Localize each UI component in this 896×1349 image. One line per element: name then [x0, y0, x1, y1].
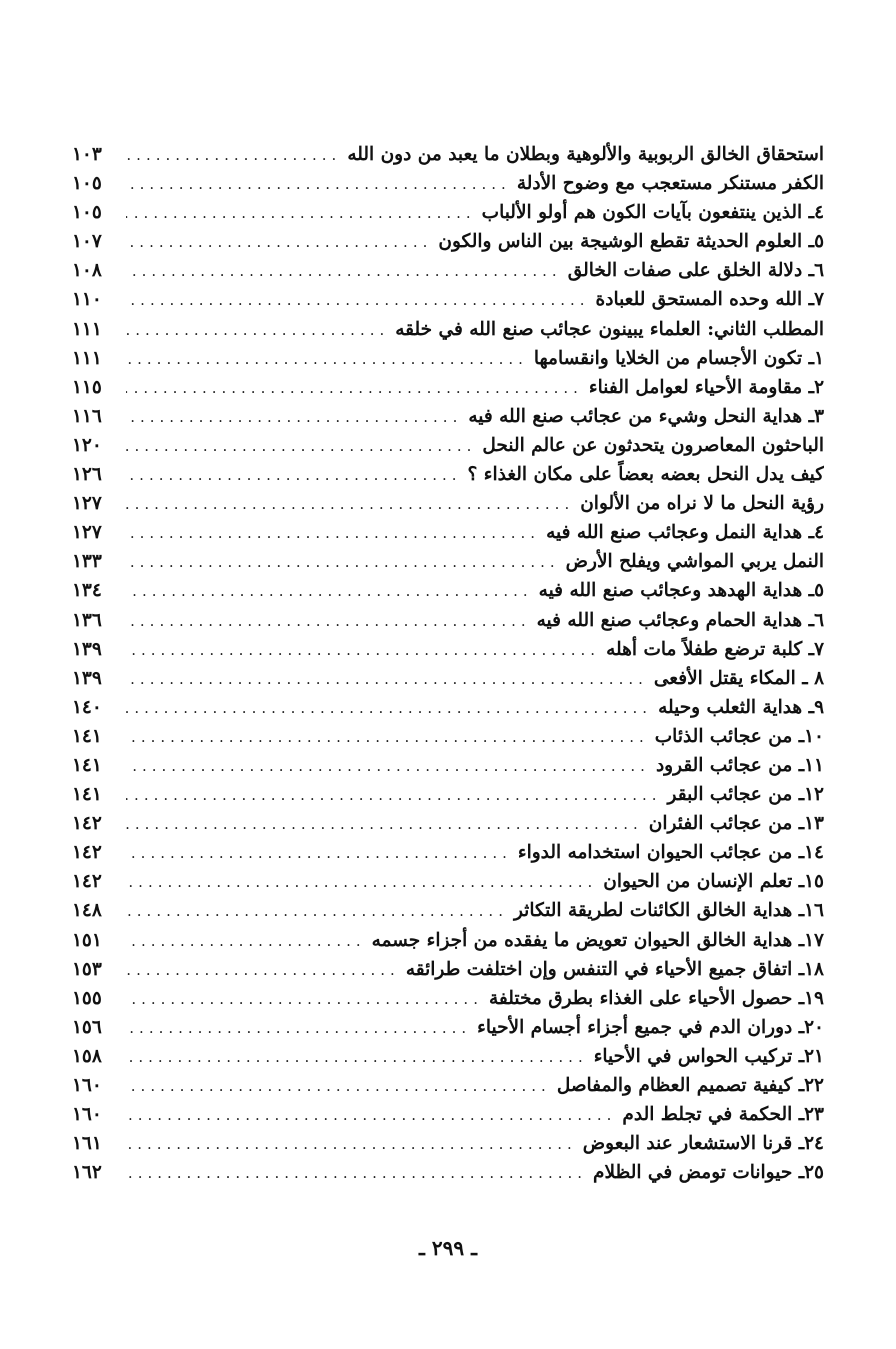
- toc-entry: [72, 635, 824, 664]
- toc-entry: [72, 460, 824, 489]
- toc-entry-title: ١٢ـ من عجائب البقر: [667, 784, 824, 806]
- toc-entry-page: ١٤٨: [72, 900, 102, 922]
- toc-entry: [72, 926, 824, 955]
- toc-entry-page: ١٠٨: [72, 260, 102, 282]
- toc-entry-title: ٢٤ـ قرنا الاستشعار عند البعوض: [582, 1133, 824, 1155]
- toc-entry-page: ١٦١: [72, 1133, 102, 1155]
- toc-dot-leader: [126, 374, 583, 402]
- toc-entry: [72, 1158, 824, 1187]
- toc-entry-page: ١١٠: [72, 289, 102, 311]
- toc-entry-title: ١٧ـ هداية الخالق الحيوان تعويض ما يفقده من أجزاء جسمه: [371, 929, 824, 951]
- toc-entry: [72, 547, 824, 576]
- toc-dot-leader: [126, 257, 562, 285]
- toc-entry-title: رؤية النحل ما لا نراه من الألوان: [580, 493, 824, 515]
- toc-entry-title: ١٨ـ اتفاق جميع الأحياء في التنفس وإن اختلفت طرائقه: [405, 958, 824, 980]
- toc-entry: [72, 315, 824, 344]
- toc-entry: [72, 1071, 824, 1100]
- toc-entry-page: ١٠٥: [72, 173, 102, 195]
- toc-entry-title: ٢ـ مقاومة الأحياء لعوامل الفناء: [588, 376, 824, 398]
- toc-dot-leader: [126, 927, 366, 955]
- toc-entry-title: ٣ـ هداية النحل وشيء من عجائب صنع الله فيه: [468, 405, 824, 427]
- toc-dot-leader: [126, 897, 508, 925]
- toc-entry-title: ١٩ـ حصول الأحياء على الغذاء بطرق مختلفة: [488, 987, 824, 1009]
- toc-entry-title: ٦ـ هداية الحمام وعجائب صنع الله فيه: [536, 609, 824, 631]
- toc-entry-page: ١٣٦: [72, 609, 102, 631]
- toc-entry-page: ١٣٤: [72, 580, 102, 602]
- toc-entry: [72, 664, 824, 693]
- toc-entry-page: ١٤٢: [72, 842, 102, 864]
- toc-entry-page: ١٤٢: [72, 871, 102, 893]
- toc-entry-title: ٤ـ هداية النمل وعجائب صنع الله فيه: [546, 522, 824, 544]
- toc-entry-title: ٤ـ الذين ينتفعون بآيات الكون هم أولو الألباب: [481, 202, 824, 224]
- toc-entry: [72, 576, 824, 605]
- toc-entry-title: استحقاق الخالق الربوبية والألوهية وبطلان ما يعبد من دون الله: [347, 144, 824, 165]
- toc-entry-page: ١٢٦: [72, 464, 102, 486]
- toc-dot-leader: [126, 839, 512, 867]
- toc-dot-leader: [126, 1101, 616, 1129]
- toc-dot-leader: [126, 548, 560, 576]
- toc-dot-leader: [126, 345, 528, 373]
- toc-entry-title: ١ـ تكون الأجسام من الخلايا وانقسامها: [533, 347, 824, 369]
- toc-dot-leader: [126, 956, 400, 984]
- toc-dot-leader: [126, 286, 590, 314]
- toc-entry-page: ١٤١: [72, 725, 102, 747]
- toc-entry-page: ١٠٧: [72, 231, 102, 253]
- toc-entry: [72, 431, 824, 460]
- toc-dot-leader: [126, 141, 341, 169]
- toc-entry: [72, 722, 824, 751]
- toc-entry-page: ١١١: [72, 318, 102, 340]
- toc-entry-title: ٢٥ـ حيوانات تومض في الظلام: [593, 1162, 824, 1184]
- toc-dot-leader: [126, 607, 531, 635]
- toc-entry-title: كيف يدل النحل بعضه بعضاً على مكان الغذاء ؟: [467, 464, 824, 486]
- toc-entry-page: ١٥٨: [72, 1045, 102, 1067]
- toc-dot-leader: [126, 432, 476, 460]
- toc-entry-page: ١٦٠: [72, 1075, 102, 1096]
- toc-entry-page: ١٦٠: [72, 1104, 102, 1126]
- toc-dot-leader: [126, 665, 648, 693]
- toc-entry: [72, 227, 824, 256]
- toc-entry: [72, 606, 824, 635]
- toc-entry-page: ١٥٦: [72, 1016, 102, 1038]
- toc-entry: [72, 198, 824, 227]
- toc-entry-title: ١٤ـ من عجائب الحيوان استخدامه الدواء: [517, 842, 824, 864]
- toc-entry: [72, 867, 824, 896]
- toc-entry-page: ١٣٣: [72, 551, 102, 573]
- toc-entry: [72, 984, 824, 1013]
- toc-dot-leader: [126, 228, 432, 256]
- toc-entry: [72, 402, 824, 431]
- toc-entry: [72, 285, 824, 314]
- toc-entry-title: ٢١ـ تركيب الحواس في الأحياء: [593, 1045, 824, 1067]
- toc-entry: [72, 955, 824, 984]
- toc-entry-page: ١١١: [72, 347, 102, 369]
- toc-entry: [72, 140, 824, 169]
- toc-entry: [72, 169, 824, 198]
- toc-entry: [72, 489, 824, 518]
- toc-dot-leader: [126, 868, 597, 896]
- toc-entry: [72, 809, 824, 838]
- toc-entry-page: ١٤٢: [72, 813, 102, 835]
- toc-dot-leader: [126, 985, 483, 1013]
- toc-entry-page: ١٢٠: [72, 434, 102, 456]
- toc-entry-title: ٧ـ الله وحده المستحق للعبادة: [595, 289, 824, 311]
- toc-dot-leader: [126, 1130, 577, 1158]
- toc-entry-page: ١٦٢: [72, 1162, 102, 1184]
- toc-entry: [72, 751, 824, 780]
- toc-dot-leader: [126, 461, 462, 489]
- toc-entry: [72, 780, 824, 809]
- toc-entry: [72, 256, 824, 285]
- toc-dot-leader: [126, 490, 574, 518]
- toc-entry: [72, 1042, 824, 1071]
- toc-dot-leader: [126, 519, 540, 547]
- toc-entry: [72, 344, 824, 373]
- toc-entry-title: النمل يربي المواشي ويفلح الأرض: [565, 551, 824, 573]
- toc-dot-leader: [126, 577, 533, 605]
- table-of-contents: [72, 140, 824, 1187]
- toc-entry-page: ١٥٣: [72, 958, 102, 980]
- toc-entry-title: ٢٣ـ الحكمة في تجلط الدم: [622, 1104, 824, 1126]
- toc-entry: [72, 518, 824, 547]
- toc-entry-title: ٩ـ هداية الثعلب وحيله: [658, 696, 824, 718]
- toc-entry-title: ١٠ـ من عجائب الذئاب: [654, 725, 824, 747]
- toc-dot-leader: [126, 170, 511, 198]
- toc-entry-page: ١٠٥: [72, 202, 102, 224]
- toc-entry-title: ٢٢ـ كيفية تصميم العظام والمفاصل: [556, 1075, 824, 1096]
- toc-entry-title: ١١ـ من عجائب القرود: [655, 754, 824, 776]
- toc-entry-page: ١٢٧: [72, 493, 102, 515]
- toc-entry-title: ١٥ـ تعلم الإنسان من الحيوان: [603, 871, 824, 893]
- toc-entry-page: ١٣٩: [72, 667, 102, 689]
- toc-entry-title: المطلب الثاني: العلماء يبينون عجائب صنع الله في خلقه: [395, 318, 824, 340]
- page-number: ـ ٢٩٩ ـ: [419, 1236, 477, 1260]
- toc-dot-leader: [126, 723, 649, 751]
- toc-entry-title: ٦ـ دلالة الخلق على صفات الخالق: [567, 260, 824, 282]
- toc-entry-page: ١١٦: [72, 405, 102, 427]
- toc-entry-page: ١٢٧: [72, 522, 102, 544]
- toc-entry-page: ١٥٥: [72, 987, 102, 1009]
- toc-entry-title: ١٣ـ من عجائب الفئران: [648, 813, 824, 835]
- toc-entry-page: ١٣٩: [72, 638, 102, 660]
- toc-dot-leader: [126, 752, 650, 780]
- toc-entry-page: ١٤١: [72, 754, 102, 776]
- toc-dot-leader: [126, 403, 462, 431]
- toc-dot-leader: [126, 781, 662, 809]
- toc-entry-title: ١٦ـ هداية الخالق الكائنات لطريقة التكاثر: [513, 900, 824, 922]
- toc-entry-page: ١٤١: [72, 784, 102, 806]
- toc-entry: [72, 1013, 824, 1042]
- toc-entry-title: ٨ ـ المكاء يقتل الأفعى: [653, 667, 824, 689]
- toc-dot-leader: [126, 199, 476, 227]
- toc-entry-title: ٢٠ـ دوران الدم في جميع أجزاء أجسام الأحياء: [477, 1016, 824, 1038]
- toc-entry-page: ١٤٠: [72, 696, 102, 718]
- toc-entry: [72, 693, 824, 722]
- toc-dot-leader: [126, 694, 652, 722]
- toc-dot-leader: [126, 810, 643, 838]
- toc-dot-leader: [126, 1043, 588, 1071]
- toc-entry-title: ٧ـ كلبة ترضع طفلاً مات أهله: [606, 638, 824, 660]
- toc-entry: [72, 1129, 824, 1158]
- toc-entry-title: ٥ـ هداية الهدهد وعجائب صنع الله فيه: [538, 580, 824, 602]
- toc-entry: [72, 838, 824, 867]
- toc-entry-page: ١٠٣: [72, 144, 102, 165]
- toc-dot-leader: [126, 1014, 471, 1042]
- toc-entry-title: الكفر مستنكر مستعجب مع وضوح الأدلة: [516, 173, 824, 195]
- toc-entry-page: ١١٥: [72, 376, 102, 398]
- toc-entry: [72, 896, 824, 925]
- toc-entry-title: ٥ـ العلوم الحديثة تقطع الوشيجة بين الناس والكون: [438, 231, 824, 253]
- toc-entry-title: الباحثون المعاصرون يتحدثون عن عالم النحل: [482, 434, 824, 456]
- toc-dot-leader: [126, 1159, 587, 1187]
- toc-entry: [72, 373, 824, 402]
- toc-dot-leader: [126, 636, 600, 664]
- toc-dot-leader: [126, 316, 389, 344]
- toc-entry-page: ١٥١: [72, 929, 102, 951]
- toc-dot-leader: [126, 1072, 551, 1100]
- toc-entry: [72, 1100, 824, 1129]
